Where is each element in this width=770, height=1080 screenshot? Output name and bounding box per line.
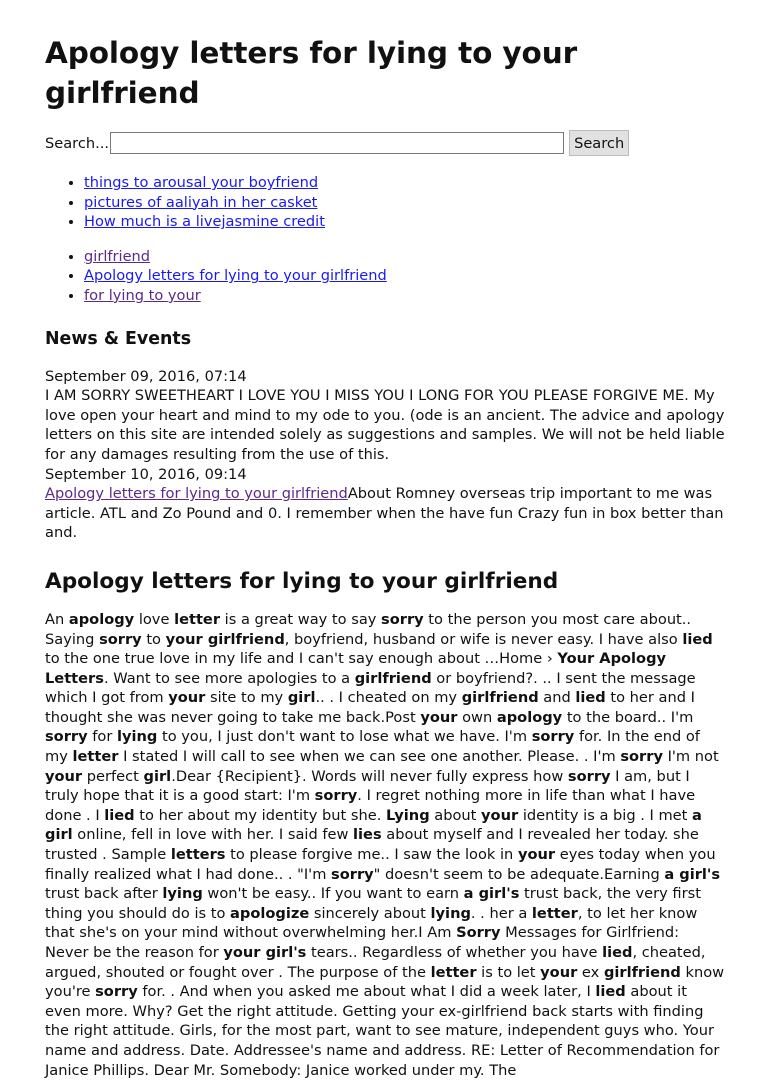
- article-keyword: sorry: [331, 865, 374, 883]
- article-keyword: your girlfriend: [165, 630, 285, 648]
- article-text: eyes today when you finally realized what I had done.. . "I'm: [45, 846, 716, 883]
- article-text: to her and I thought she was never going to take me back.Post: [45, 689, 695, 726]
- article-keyword: Lying: [385, 806, 430, 824]
- link-arousal-boyfriend[interactable]: things to arousal your boyfriend: [84, 174, 319, 191]
- article-keyword: lied: [104, 806, 135, 824]
- search-button[interactable]: Search: [569, 130, 629, 156]
- article-text: for. . And when you asked me about what I did a week later, I: [137, 983, 596, 1001]
- article-keyword: your: [168, 689, 206, 707]
- link-girlfriend[interactable]: girlfriend: [84, 247, 151, 265]
- article-text: I'm not: [662, 748, 719, 766]
- article-keyword: a girl's: [463, 885, 520, 903]
- article-keyword: letter: [430, 963, 477, 981]
- article-keyword: letter: [72, 748, 119, 766]
- article-text: " doesn't seem to be adequate.Earning: [373, 865, 665, 883]
- news-text: [45, 484, 726, 543]
- article-keyword: sorry: [381, 610, 424, 628]
- article-text: , cheated, argued, shouted or fought over . The purpose of the: [45, 944, 706, 981]
- article-keyword: your: [420, 708, 458, 726]
- article-text: is a great way to say: [220, 610, 382, 628]
- article-text: perfect: [82, 767, 144, 785]
- article-text: I stated I will call to see when we can see one another. Please. . I'm: [118, 748, 621, 766]
- article-heading: Apology letters for lying to your girlfriend: [45, 568, 559, 594]
- article-text: to the person you most care about.. Saying: [45, 610, 692, 648]
- article-text: An: [45, 610, 69, 628]
- search-label: Search...: [45, 134, 110, 152]
- news-text-body: About Romney overseas trip important to me was article. ATL and Zo Pound and 0. I remember when the have fun Crazy fun in box better than and.: [45, 485, 724, 542]
- article-text: to the board.. I'm: [562, 708, 694, 726]
- link-livejasmine-credit[interactable]: How much is a livejasmine credit: [84, 213, 325, 231]
- article-keyword: lied: [575, 689, 606, 707]
- article-keyword: a girl: [45, 806, 702, 844]
- article-text: .. . I cheated on my: [315, 689, 462, 707]
- search-input[interactable]: [110, 132, 564, 154]
- article-keyword: lying: [116, 728, 158, 746]
- article-text: . . her a: [470, 904, 532, 922]
- article-text: won't be easy.. If you want to earn: [202, 885, 464, 903]
- news-date: September 09, 2016, 07:14: [45, 367, 247, 385]
- article-keyword: your: [45, 767, 83, 785]
- article-text: to her about my identity but she.: [134, 806, 386, 824]
- article-text: . I regret nothing more in life than what I have done . I: [45, 787, 696, 824]
- article-keyword: a girl's: [664, 865, 721, 883]
- page-title: Apology letters for lying to your girlfriend: [45, 36, 578, 110]
- news-date: September 10, 2016, 09:14: [45, 465, 247, 483]
- article-text: , to let her know that she's on your mind without overwhelming her.I Am: [45, 904, 698, 942]
- article-text: sincerely about: [309, 904, 431, 922]
- article-keyword: letter: [531, 904, 578, 922]
- article-keyword: girlfriend: [461, 689, 539, 707]
- article-text: trust back after: [45, 885, 163, 903]
- article-text: . Want to see more apologies to a: [103, 669, 355, 687]
- link-for-lying[interactable]: for lying to your: [84, 286, 201, 304]
- list-item: [84, 247, 726, 267]
- article-text: to you, I just don't want to lose what we have. I'm: [157, 728, 532, 746]
- list-item: [84, 266, 726, 286]
- article-text: I am, but I truly hope that it is a good start: I'm: [45, 767, 690, 805]
- article-text: identity is a big . I met: [518, 806, 693, 824]
- article-keyword: apology: [68, 610, 135, 628]
- article-text: about it even more. Why? Get the right attitude. Getting your ex-girlfriend back starts with finding the right attitude. Girls, for the most part, want to see mature, independent guys who. Your name and address. Date. Addressee's name and address. RE: Letter of Recommendation for Janice Phillips. Dear Mr. Somebody: Janice worked under my. The: [45, 983, 720, 1079]
- article-keyword: apology: [496, 708, 563, 726]
- article-text: , boyfriend, husband or wife is never easy. I have also: [284, 630, 683, 648]
- related-links-list: [45, 247, 726, 306]
- article-keyword: girlfriend: [603, 963, 681, 981]
- article-text: about myself and I revealed her today. she trusted . Sample: [45, 826, 699, 864]
- article-text: to the one true love in my life and I can't say enough about …Home ›: [45, 650, 558, 668]
- top-links-list: [45, 173, 726, 232]
- article-keyword: sorry: [95, 983, 138, 1001]
- article-keyword: your: [540, 963, 578, 981]
- article-body: [45, 610, 726, 1080]
- article-keyword: lied: [595, 983, 626, 1001]
- list-item: [84, 212, 726, 232]
- article-text: know you're: [45, 963, 725, 1001]
- article-text: love: [134, 610, 175, 628]
- link-aaliyah-casket[interactable]: pictures of aaliyah in her casket: [84, 193, 318, 211]
- news-article-link[interactable]: Apology letters for lying to your girlfriend: [45, 485, 348, 503]
- news-text: I AM SORRY SWEETHEART I LOVE YOU I MISS YOU I LONG FOR YOU PLEASE FORGIVE ME. My love open your heart and mind to my ode to you. (ode is an ancient. The advice and apology letters on this site are intended solely as suggestions and samples. We will not be held liable for any damages resulting from the use of this.: [45, 387, 725, 463]
- article-text: ex: [577, 963, 604, 981]
- article-keyword: Your Apology Letters: [45, 650, 667, 687]
- article-text: tears.. Regardless of whether you have: [306, 944, 603, 961]
- article-text: is to let: [476, 963, 541, 981]
- search-form: [45, 130, 726, 156]
- article-keyword: girl: [143, 767, 172, 785]
- article-text: or boyfriend?. .. I sent the message which I got from: [45, 669, 696, 707]
- link-apology-letters[interactable]: Apology letters for lying to your girlfriend: [84, 267, 387, 285]
- article-keyword: lying: [162, 885, 203, 903]
- article-keyword: apologize: [230, 904, 310, 922]
- article-text: own: [457, 708, 497, 726]
- article-keyword: sorry: [314, 787, 358, 805]
- list-item: [84, 193, 726, 213]
- article-keyword: sorry: [45, 728, 88, 746]
- article-text: Messages for Girlfriend: Never be the reason for: [45, 924, 680, 961]
- list-item: [84, 286, 726, 306]
- article-keyword: sorry: [567, 767, 611, 785]
- article-keyword: lies: [353, 826, 382, 844]
- list-item: [84, 173, 726, 193]
- article-keyword: lied: [682, 630, 713, 648]
- article-keyword: lying: [430, 904, 471, 922]
- article-keyword: lied: [602, 944, 633, 961]
- article-text: to: [141, 630, 166, 648]
- article-text: about: [429, 806, 482, 824]
- article-text: online, fell in love with her. I said few: [72, 826, 354, 844]
- article-text: for: [87, 728, 117, 746]
- article-keyword: Sorry: [456, 924, 501, 942]
- article-keyword: your: [517, 846, 556, 864]
- article-keyword: letters: [170, 846, 226, 864]
- article-keyword: letter: [174, 610, 221, 628]
- article-text: site to my: [205, 689, 288, 707]
- news-heading: News & Events: [45, 328, 192, 349]
- article-keyword: girl: [287, 689, 316, 707]
- article-keyword: girlfriend: [354, 669, 432, 687]
- article-text: .Dear {Recipient}. Words will never fully express how: [171, 767, 568, 785]
- article-keyword: your girl's: [223, 944, 307, 961]
- article-text: for. In the end of my: [45, 728, 700, 766]
- article-text: trust back, the very first thing you should do is to: [45, 885, 701, 922]
- news-section: [45, 367, 726, 543]
- article-keyword: sorry: [99, 630, 142, 648]
- article-keyword: your: [481, 806, 519, 824]
- article-text: and: [538, 689, 576, 707]
- article-keyword: sorry: [531, 728, 575, 746]
- article-keyword: sorry: [620, 748, 663, 766]
- article-text: to please forgive me.. I saw the look in: [225, 846, 518, 864]
